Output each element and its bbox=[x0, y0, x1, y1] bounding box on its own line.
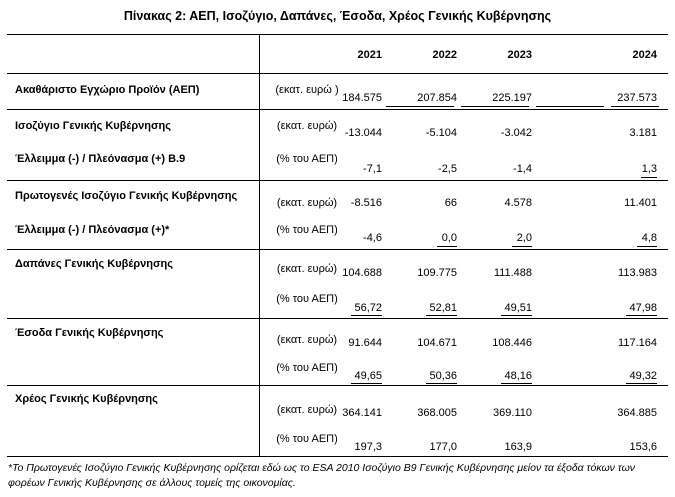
value-underline bbox=[426, 315, 457, 316]
cell-value: 364.141 bbox=[342, 407, 382, 419]
value-underline bbox=[626, 315, 657, 316]
cell-value: 2,0 bbox=[516, 232, 532, 244]
row-label-expenditure: Δαπάνες Γενικής Κυβέρνησης bbox=[15, 258, 173, 270]
cell-value: 111.488 bbox=[493, 267, 532, 279]
row-unit: (% του ΑΕΠ) bbox=[276, 153, 338, 165]
cell-value: 47,98 bbox=[629, 302, 657, 314]
row-unit: (εκατ. ευρώ) bbox=[276, 404, 338, 416]
value-underline bbox=[461, 106, 529, 107]
cell-value: 104.688 bbox=[342, 267, 382, 279]
row-label-revenue: Έσοδα Γενικής Κυβέρνησης bbox=[15, 327, 164, 339]
cell-value: 91.644 bbox=[348, 337, 382, 349]
row-label-deficit: Έλλειμμα (-) / Πλεόνασμα (+) Β.9 bbox=[15, 153, 186, 165]
cell-value: 49,32 bbox=[629, 370, 657, 382]
row-label-gdp: Ακαθάριστο Εγχώριο Προϊόν (ΑΕΠ) bbox=[15, 84, 200, 96]
year-header-2022: 2022 bbox=[432, 49, 457, 61]
row-unit: (% του ΑΕΠ) bbox=[276, 293, 338, 305]
cell-value: -8.516 bbox=[350, 197, 382, 209]
table-rule bbox=[7, 109, 668, 110]
cell-value: 104.671 bbox=[417, 337, 457, 349]
cell-value: 11.401 bbox=[624, 197, 657, 209]
table-rule bbox=[7, 73, 668, 74]
row-unit: (εκατ. ευρώ) bbox=[276, 334, 338, 346]
cell-value: 49,51 bbox=[504, 302, 532, 314]
cell-value: 1,3 bbox=[641, 163, 657, 175]
cell-value: 237.573 bbox=[617, 92, 657, 104]
value-underline bbox=[501, 315, 532, 316]
cell-value: 207.854 bbox=[417, 92, 457, 104]
year-header-2024: 2024 bbox=[632, 49, 657, 61]
row-unit: (% του ΑΕΠ) bbox=[276, 362, 338, 374]
cell-value: 153,6 bbox=[629, 441, 657, 453]
row-unit: (εκατ. ευρώ ) bbox=[275, 84, 339, 96]
year-header-2021: 2021 bbox=[357, 49, 382, 61]
value-underline bbox=[386, 106, 454, 107]
value-underline bbox=[641, 177, 657, 178]
row-unit: (% του ΑΕΠ) bbox=[276, 224, 338, 236]
cell-value: 56,72 bbox=[354, 302, 382, 314]
column-separator bbox=[259, 34, 260, 456]
footnote: *Το Πρωτογενές Ισοζύγιο Γενικής Κυβέρνησης ορίζεται εδώ ως το ESA 2010 Ισοζύγιο Β9 Γενικής Κυβέρνησης μείον τα έξοδα τόκων των φορέων Γενικής Κυβέρνησης σε άλλους τομείς της οικονομίας. bbox=[8, 462, 635, 489]
cell-value: 197,3 bbox=[354, 441, 382, 453]
value-underline bbox=[351, 315, 382, 316]
cell-value: 4.578 bbox=[504, 197, 532, 209]
value-underline bbox=[426, 383, 457, 384]
row-unit: (εκατ. ευρώ) bbox=[276, 197, 338, 209]
value-underline bbox=[512, 246, 532, 247]
cell-value: 368.005 bbox=[417, 407, 457, 419]
cell-value: -7,1 bbox=[363, 163, 382, 175]
cell-value: 66 bbox=[444, 197, 457, 209]
cell-value: 369.110 bbox=[493, 407, 532, 419]
table-rule bbox=[7, 456, 668, 457]
cell-value: 52,81 bbox=[429, 302, 457, 314]
row-label-primary-deficit: Έλλειμμα (-) / Πλεόνασμα (+)* bbox=[15, 224, 170, 236]
year-header-2023: 2023 bbox=[507, 49, 532, 61]
row-label-balance: Ισοζύγιο Γενικής Κυβέρνησης bbox=[15, 120, 171, 132]
cell-value: -1,4 bbox=[513, 163, 532, 175]
cell-value: 163,9 bbox=[504, 441, 532, 453]
cell-value: 49,65 bbox=[354, 370, 382, 382]
cell-value: -3.042 bbox=[500, 127, 532, 139]
cell-value: 48,16 bbox=[504, 370, 532, 382]
cell-value: -2,5 bbox=[438, 163, 457, 175]
value-underline bbox=[437, 246, 457, 247]
value-underline bbox=[351, 383, 382, 384]
table-rule bbox=[7, 385, 668, 386]
value-underline bbox=[626, 383, 657, 384]
table-rule bbox=[7, 249, 668, 250]
cell-value: 4,8 bbox=[641, 232, 657, 244]
table-rule bbox=[7, 318, 668, 319]
table-rule bbox=[7, 34, 668, 35]
cell-value: 184.575 bbox=[342, 92, 382, 104]
cell-value: 109.775 bbox=[417, 267, 457, 279]
cell-value: 225.197 bbox=[492, 92, 532, 104]
cell-value: 0,0 bbox=[441, 232, 457, 244]
row-unit: (εκατ. ευρώ) bbox=[276, 120, 338, 132]
table-rule bbox=[7, 180, 668, 181]
cell-value: 108.446 bbox=[492, 337, 532, 349]
cell-value: 50,36 bbox=[429, 370, 457, 382]
cell-value: -5.104 bbox=[425, 127, 457, 139]
row-label-primary-balance: Πρωτογενές Ισοζύγιο Γενικής Κυβέρνησης bbox=[15, 190, 238, 202]
value-underline bbox=[637, 246, 657, 247]
cell-value: 177,0 bbox=[429, 441, 457, 453]
value-underline bbox=[611, 106, 659, 107]
table-title: Πίνακας 2: ΑΕΠ, Ισοζύγιο, Δαπάνες, Έσοδα, Χρέος Γενικής Κυβέρνησης bbox=[123, 9, 552, 23]
cell-value: 113.983 bbox=[618, 267, 657, 279]
cell-value: 3.181 bbox=[629, 127, 657, 139]
row-unit: (εκατ. ευρώ) bbox=[276, 263, 338, 275]
cell-value: -4,6 bbox=[363, 232, 382, 244]
row-unit: (% του ΑΕΠ) bbox=[276, 433, 338, 445]
cell-value: 117.164 bbox=[618, 337, 657, 349]
cell-value: 364.885 bbox=[617, 407, 657, 419]
value-underline bbox=[501, 383, 532, 384]
value-underline bbox=[536, 106, 604, 107]
row-label-debt: Χρέος Γενικής Κυβέρνησης bbox=[15, 393, 158, 405]
cell-value: -13.044 bbox=[344, 127, 382, 139]
